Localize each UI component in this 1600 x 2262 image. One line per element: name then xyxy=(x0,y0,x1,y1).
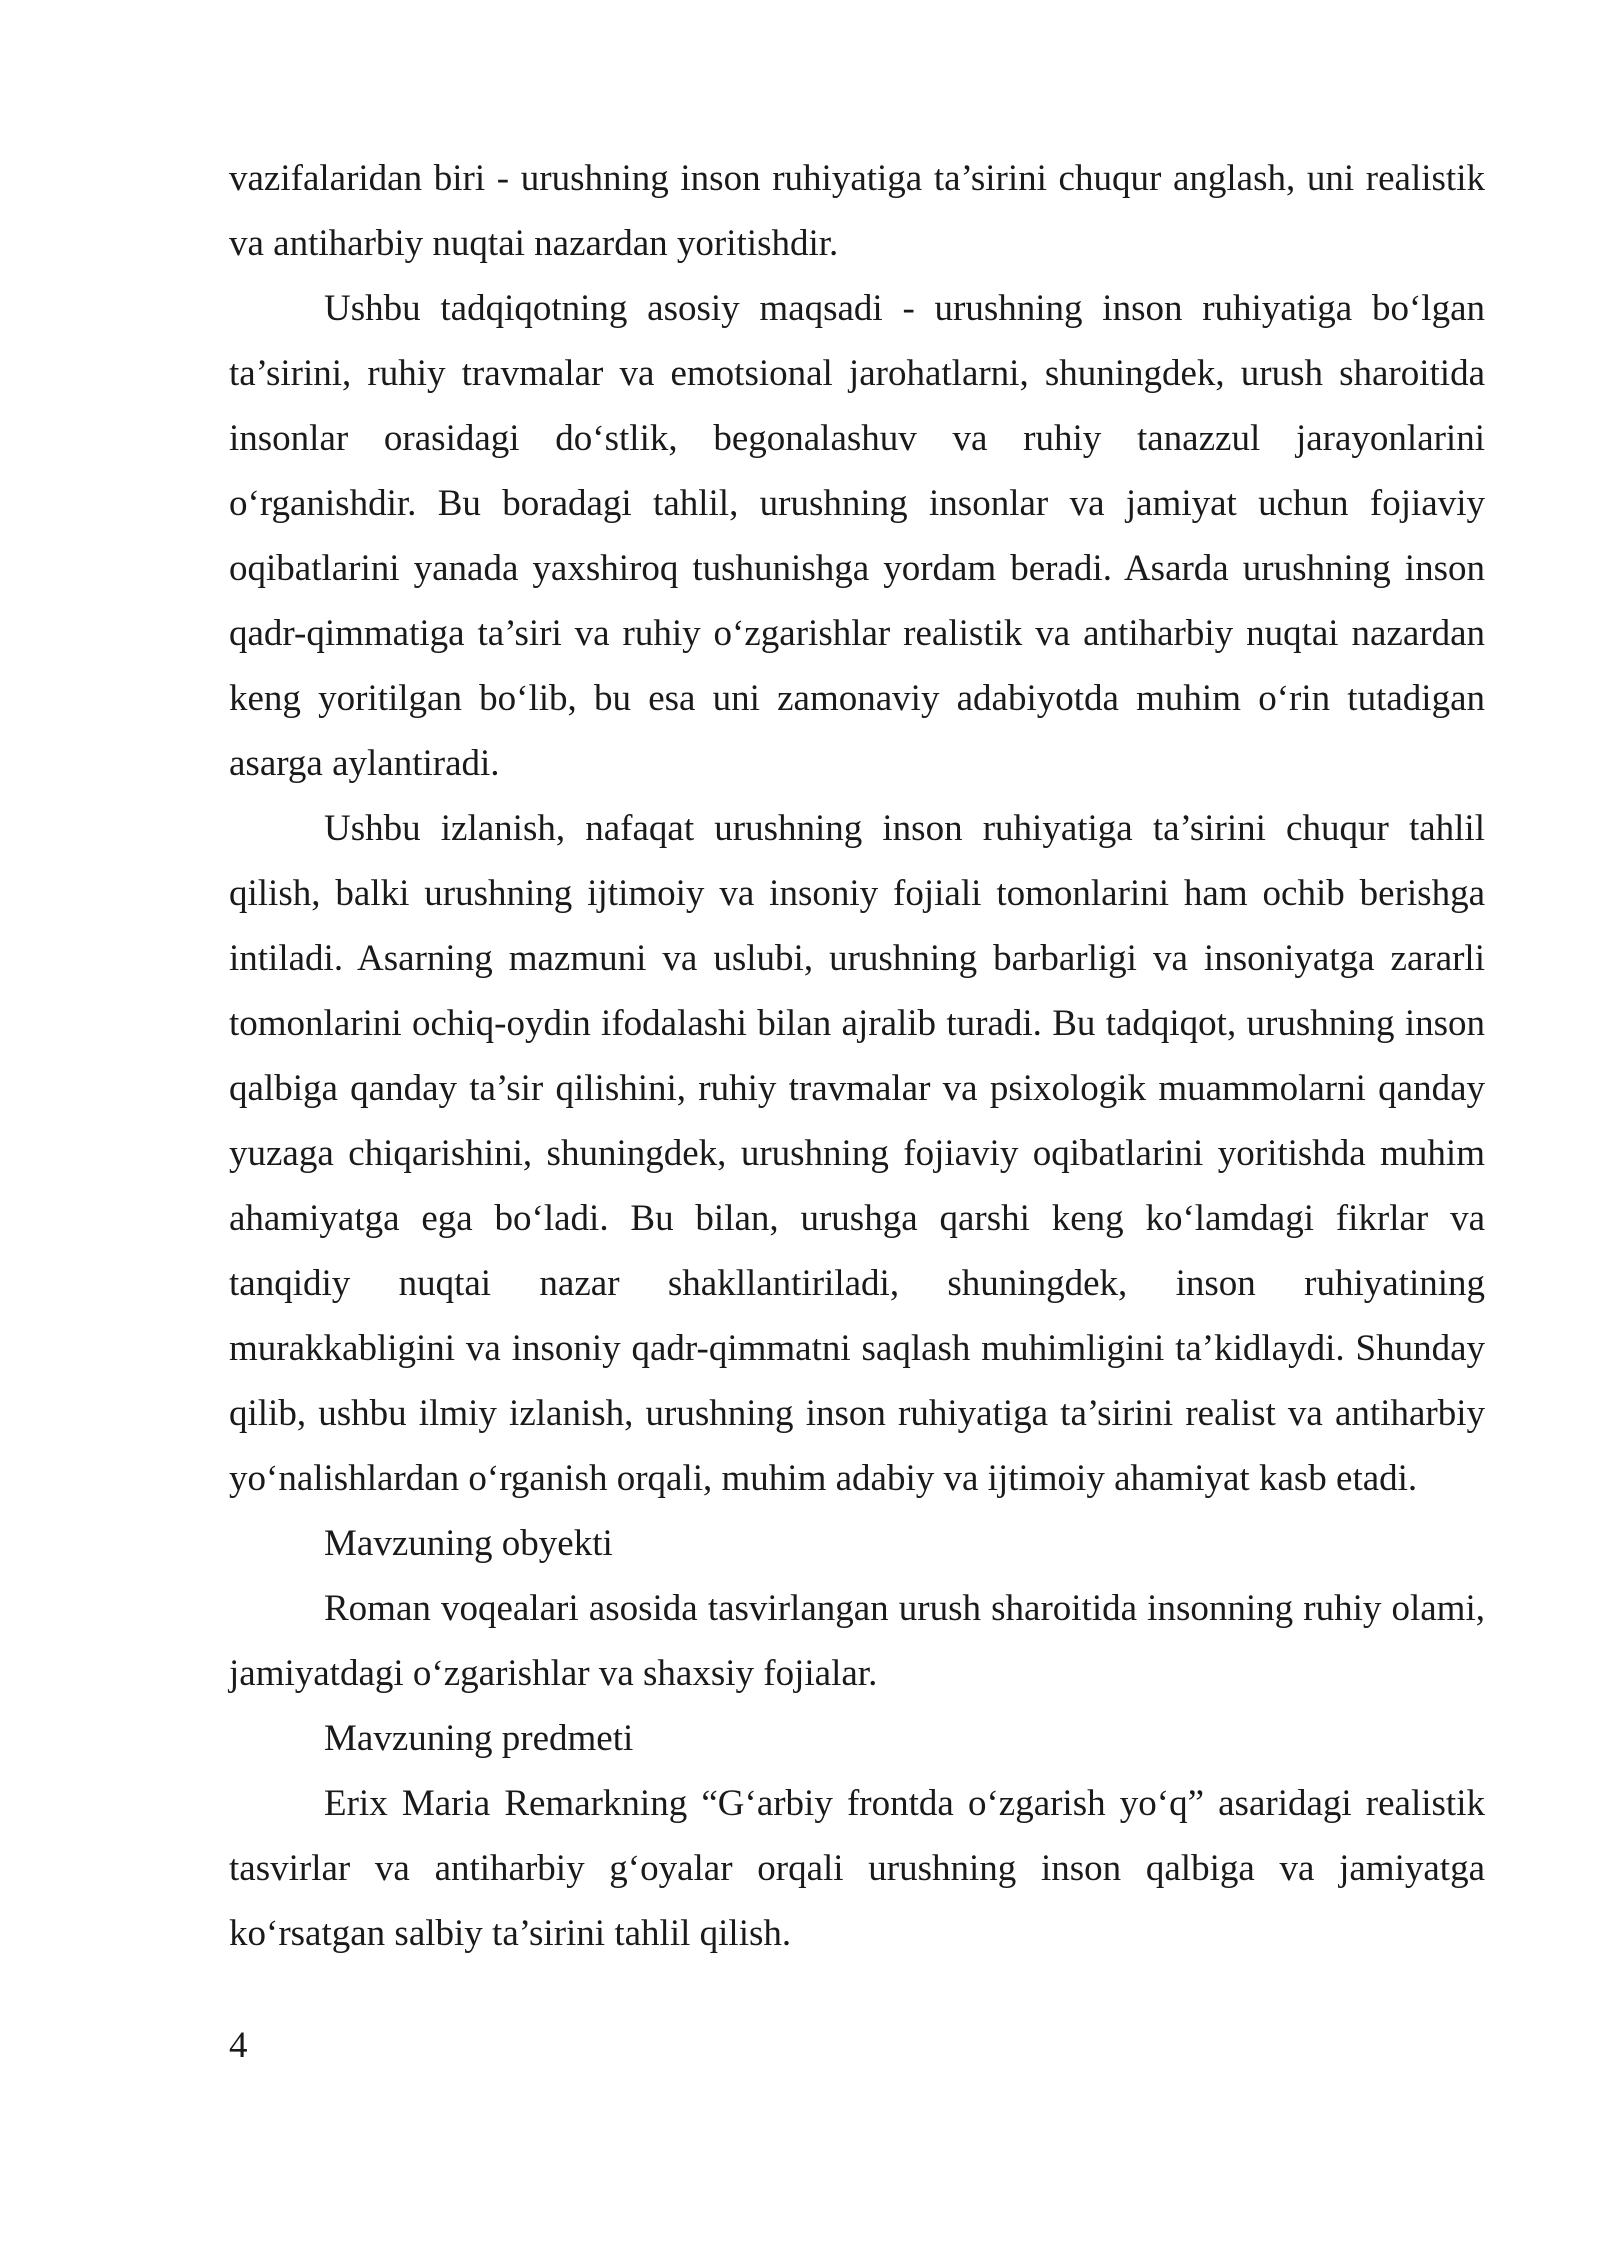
page-number: 4 xyxy=(229,2025,248,2066)
paragraph-research-goal: Ushbu tadqiqotning asosiy maqsadi - urushning inson ruhiyatiga bo‘lgan ta’sirini, ruhiy travmalar va emotsional jarohatlarni, shuningdek, urush sharoitida insonlar orasidagi do‘stlik, begonalashuv va ruhiy tanazzul jarayonlarini o‘rganishdir. Bu boradagi tahlil, urushning insonlar va jamiyat uchun fojiaviy oqibatlarini yanada yaxshiroq tushunishga yordam beradi. Asarda urushning inson qadr-qimmatiga ta’siri va ruhiy o‘zgarishlar realistik va antiharbiy nuqtai nazardan keng yoritilgan bo‘lib, bu esa uni zamonaviy adabiyotda muhim o‘rin tutadigan asarga aylantiradi. xyxy=(229,288,1485,784)
object-heading: Mavzuning obyekti xyxy=(324,1523,613,1564)
subject-heading: Mavzuning predmeti xyxy=(324,1718,634,1759)
paragraph-continuation: vazifalaridan biri - urushning inson ruhiyatiga ta’sirini chuqur anglash, uni realistik va antiharbiy nuqtai nazardan yoritishdir. xyxy=(229,158,1485,264)
paragraph-research-scope: Ushbu izlanish, nafaqat urushning inson ruhiyatiga ta’sirini chuqur tahlil qilish, balki urushning ijtimoiy va insoniy fojiali tomonlarini ham ochib berishga intiladi. Asarning mazmuni va uslubi, urushning barbarligi va insoniyatga zararli tomonlarini ochiq-oydin ifodalashi bilan ajralib turadi. Bu tadqiqot, urushning inson qalbiga qanday ta’sir qilishini, ruhiy travmalar va psixologik muammolarni qanday yuzaga chiqarishini, shuningdek, urushning fojiaviy oqibatlarini yoritishda muhim ahamiyatga ega bo‘ladi. Bu bilan, urushga qarshi keng ko‘lamdagi fikrlar va tanqidiy nuqtai nazar shakllantiriladi, shuningdek, inson ruhiyatining murakkabligini va insoniy qadr-qimmatni saqlash muhimligini ta’kidlaydi. Shunday qilib, ushbu ilmiy izlanish, urushning inson ruhiyatiga ta’sirini realist va antiharbiy yo‘nalishlardan o‘rganish orqali, muhim adabiy va ijtimoiy ahamiyat kasb etadi. xyxy=(229,808,1485,1499)
object-text: Roman voqealari asosida tasvirlangan urush sharoitida insonning ruhiy olami, jamiyatdagi o‘zgarishlar va shaxsiy fojialar. xyxy=(229,1588,1485,1694)
subject-text: Erix Maria Remarkning “G‘arbiy frontda o‘zgarish yo‘q” asaridagi realistik tasvirlar va antiharbiy g‘oyalar orqali urushning inson qalbiga va jamiyatga ko‘rsatgan salbiy ta’sirini tahlil qilish. xyxy=(229,1783,1485,1954)
document-page xyxy=(229,146,1485,1966)
